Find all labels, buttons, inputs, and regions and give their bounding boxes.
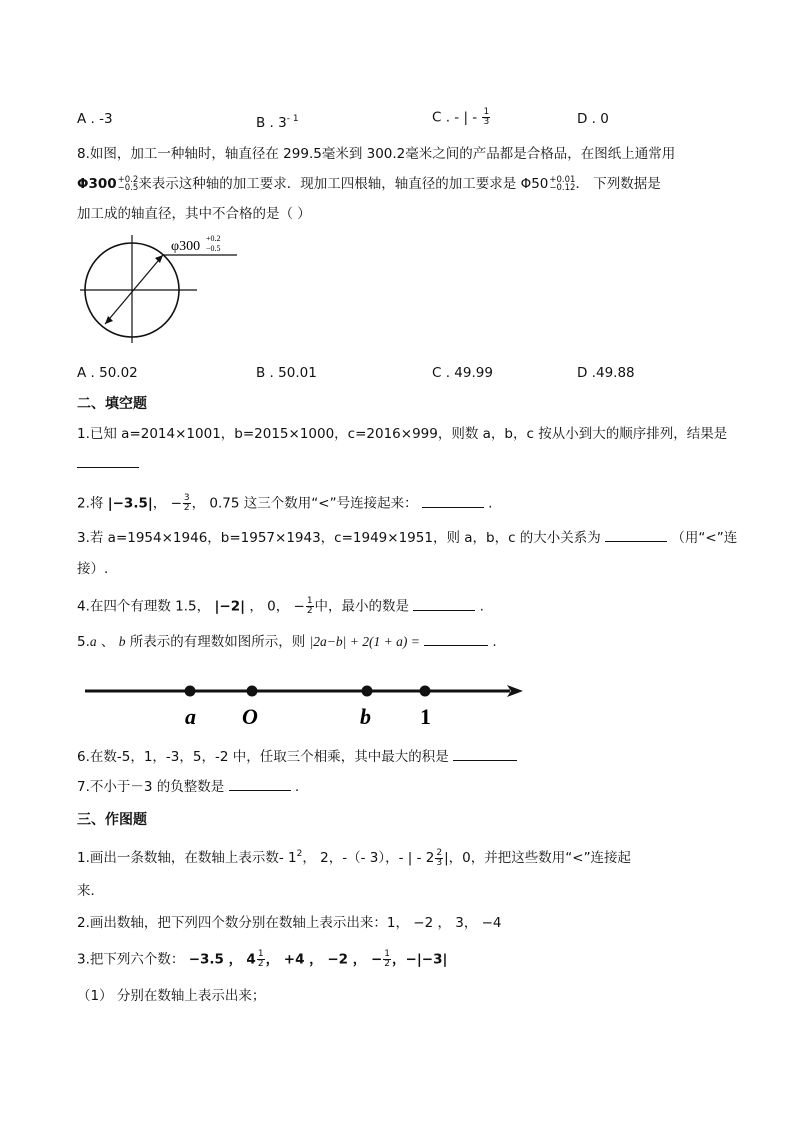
s2-q4-mid: ， 0， − <box>249 598 305 615</box>
s2-q2-pre: 2.将 <box>77 495 104 512</box>
s2-q3-post: （用“<”连 <box>671 530 738 546</box>
number-line-figure <box>85 676 530 736</box>
s2-q2-fraction: $\frac{3}{2}$ <box>183 493 190 513</box>
q7-option-c <box>432 108 491 127</box>
s2-q3-pre: 3.若 a=1954×1946，b=1957×1943，c=1949×1951，则 a，b，c 的大小关系为 <box>77 530 601 546</box>
label-o: O <box>242 704 258 729</box>
s2-q7 <box>77 778 299 796</box>
s2-q2-answer-blank[interactable] <box>422 495 484 508</box>
s2-q4 <box>77 597 484 616</box>
figure-label-lower: −0.5 <box>206 244 221 253</box>
s3-q1-mid: ， 2，-（- 3），- | - 2 <box>302 850 435 866</box>
s3-q2: 2.画出数轴，把下列四个数分别在数轴上表示出来：1， −2 ， 3， −4 <box>77 915 502 931</box>
section-heading-drawing: 三、作图题 <box>77 812 147 828</box>
s3-q1-line2: 来． <box>77 883 104 899</box>
s2-q1-line1: 1.已知 a=2014×1001，b=2015×1000，c=2016×999，则数 a，b，c 按从小到大的顺序排列，结果是 <box>77 426 728 442</box>
s3-q3-sub1: （1） 分别在数轴上表示出来； <box>77 988 266 1004</box>
diameter-arrow-up <box>155 255 163 263</box>
q8-tolerance-1: +0.2 −0.5 <box>117 175 139 193</box>
label-a: a <box>185 704 196 729</box>
s2-q6-text: 6.在数-5，1，-3，5，-2 中，任取三个相乘，其中最大的积是 <box>77 749 449 765</box>
s2-q1-answer-blank[interactable] <box>77 455 139 473</box>
s2-q4-end: . <box>479 598 484 615</box>
s2-q5-expression: |2a−b| + 2(1 + a) = <box>309 634 420 649</box>
s2-q4-post: 中，最小的数是 <box>314 598 410 615</box>
s2-q5-pre: 5. <box>77 634 90 650</box>
s3-q3 <box>77 950 447 969</box>
diameter-arrow-down <box>105 316 113 324</box>
point-b <box>362 686 373 697</box>
s2-q2-abs: |−3.5| <box>107 495 153 512</box>
q8-option-a: A . 50.02 <box>77 365 138 381</box>
figure-label: φ300 <box>171 239 201 254</box>
label-1: 1 <box>420 704 431 729</box>
s3-q3-n2-fraction: $\frac{1}{2}$ <box>257 949 264 969</box>
s2-q7-text: 7.不小于－3 的负整数是 <box>77 779 225 795</box>
q7-option-b-base: B . 3 <box>256 115 287 131</box>
s2-q3-answer-blank[interactable] <box>605 529 667 542</box>
s2-q5-end: . <box>492 634 497 650</box>
q7-option-c-text: C . - | - <box>432 109 478 126</box>
s2-q5-b: b <box>118 634 126 649</box>
s2-q3-line1 <box>77 529 737 547</box>
s3-q1-fraction: $\frac{2}{3}$ <box>436 847 443 868</box>
s2-q5-a: a <box>89 634 97 649</box>
q8-stem-line2-mid: 来表示这种轴的加工要求．现加工四根轴，轴直径的加工要求是 Φ50 <box>138 176 549 192</box>
s2-q3-line2: 接）. <box>77 561 109 577</box>
q8-option-d: D .49.88 <box>577 365 635 381</box>
figure-label-upper: +0.2 <box>206 234 221 243</box>
q7-option-a: A . -3 <box>77 111 113 127</box>
s3-q3-pre: 3.把下列六个数： <box>77 951 185 968</box>
s2-q2 <box>77 494 492 513</box>
s2-q5 <box>77 633 497 651</box>
point-a <box>185 686 196 697</box>
s2-q5-text: 所表示的有理数如图所示，则 <box>125 634 306 650</box>
q7-option-c-fraction: $\frac{1}{3}$ <box>483 107 490 127</box>
q8-stem-line3: 加工成的轴直径，其中不合格的是（ ） <box>77 206 311 222</box>
s3-q3-n2-whole: 4 <box>246 951 256 968</box>
s2-q2-post: ， 0.75 这三个数用“<”号连接起来： <box>191 495 418 512</box>
label-b: b <box>360 704 371 729</box>
point-1 <box>420 686 431 697</box>
s2-q4-answer-blank[interactable] <box>413 598 475 611</box>
s3-q3-n5: ，−|−3| <box>392 951 448 968</box>
q7-option-d: D . 0 <box>577 111 609 127</box>
q8-phi300: Φ300 <box>77 176 117 192</box>
q8-option-b: B . 50.01 <box>256 365 317 381</box>
q8-tolerance-2: +0.01 −0.12 <box>549 175 576 193</box>
q7-option-b <box>256 110 299 132</box>
section-heading-fill-blank: 二、填空题 <box>77 396 147 412</box>
s2-q5-mid: 、 <box>96 634 119 650</box>
s3-q3-n4-fraction: $\frac{1}{2}$ <box>384 949 391 969</box>
s2-q7-end: . <box>294 779 300 795</box>
q8-stem-line2-end: ． 下列数据是 <box>575 176 661 192</box>
point-o <box>247 686 258 697</box>
s2-q2-sep: ， <box>152 495 167 512</box>
s3-q1-post: |，0，并把这些数用“<”连接起 <box>444 850 632 866</box>
shaft-diameter-figure <box>75 230 245 345</box>
s2-q4-abs: |−2| <box>214 598 246 615</box>
s3-q3-n3: ， +4 ， −2 ， − <box>265 951 383 968</box>
q8-option-c: C . 49.99 <box>432 365 493 381</box>
s2-q6 <box>77 748 517 766</box>
q8-stem-line1: 8.如图，加工一种轴时，轴直径在 299.5毫米到 300.2毫米之间的产品都是合格品，在图纸上通常用 <box>77 146 676 162</box>
s2-q7-answer-blank[interactable] <box>229 778 291 791</box>
s3-q1-line1 <box>77 845 631 868</box>
s2-q2-end: . <box>488 495 493 512</box>
s3-q1-sup: 2 <box>296 849 303 859</box>
q7-option-b-exponent: - 1 <box>286 114 299 124</box>
s3-q1-pre: 1.画出一条数轴，在数轴上表示数- 1 <box>77 850 297 866</box>
s2-q2-neg: − <box>170 495 182 512</box>
q8-stem-line2 <box>77 175 661 193</box>
s2-q5-answer-blank[interactable] <box>424 633 488 646</box>
s2-q4-fraction: $\frac{1}{2}$ <box>306 596 313 616</box>
s3-q3-n1: −3.5 ， <box>188 951 243 968</box>
s2-q6-answer-blank[interactable] <box>453 748 517 761</box>
s2-q4-pre: 4.在四个有理数 1.5， <box>77 598 211 615</box>
